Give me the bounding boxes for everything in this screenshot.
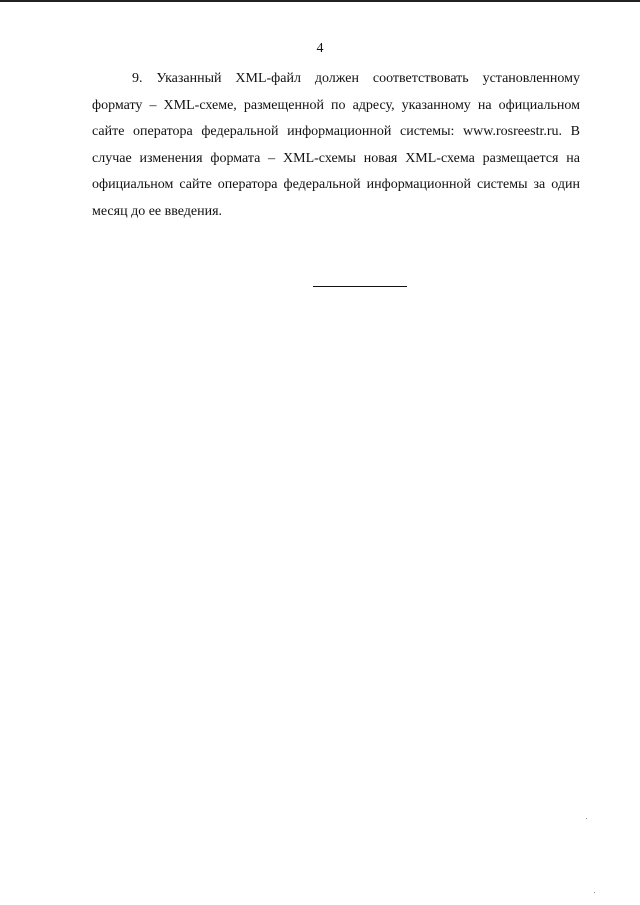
scan-top-edge: [0, 0, 640, 2]
closing-separator-line: [313, 286, 407, 287]
scan-artifact: [594, 892, 595, 893]
page-number: 4: [316, 41, 324, 56]
paragraph-item-9: 9. Указанный XML-файл должен соответствовать установленному формату – XML-схеме, размещенной по адресу, указанному на официальном сайте оператора федеральной информационной системы: www.rosreestr.ru. В случае изменения формата – XML-схемы новая XML-схема размещается на официальном сайте оператора федеральной информационной системы за один месяц до ее введения.: [92, 71, 580, 219]
scan-artifact: [586, 818, 587, 819]
